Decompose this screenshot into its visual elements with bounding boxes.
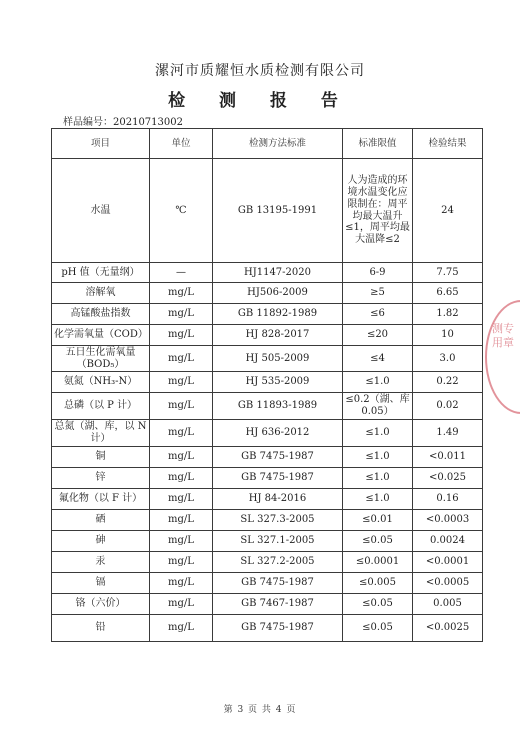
cell-method: GB 7475-1987: [213, 447, 343, 468]
cell-limit: ≤1.0: [343, 489, 413, 510]
cell-unit: mg/L: [150, 615, 213, 642]
cell-item: 氟化物（以 F 计）: [52, 489, 150, 510]
cell-item: 总磷（以 P 计）: [52, 393, 150, 420]
column-header-limit: 标准限值: [343, 129, 413, 159]
table-row: [52, 531, 483, 552]
cell-result: 0.02: [413, 393, 483, 420]
cell-limit: ≤6: [343, 304, 413, 325]
cell-limit: ≥5: [343, 283, 413, 304]
cell-unit: mg/L: [150, 346, 213, 372]
cell-method: GB 7475-1987: [213, 573, 343, 594]
cell-unit: mg/L: [150, 372, 213, 393]
cell-unit: mg/L: [150, 552, 213, 573]
table-row: [52, 346, 483, 372]
table-row: [52, 552, 483, 573]
table-row: [52, 372, 483, 393]
cell-limit: ≤1.0: [343, 447, 413, 468]
cell-limit: ≤0.005: [343, 573, 413, 594]
cell-unit: mg/L: [150, 489, 213, 510]
table-row: [52, 283, 483, 304]
cell-method: HJ 636-2012: [213, 420, 343, 447]
cell-result: 0.16: [413, 489, 483, 510]
cell-result: 0.22: [413, 372, 483, 393]
cell-method: HJ506-2009: [213, 283, 343, 304]
table-row: [52, 594, 483, 615]
cell-result: <0.0001: [413, 552, 483, 573]
cell-limit: ≤0.05: [343, 615, 413, 642]
cell-method: SL 327.3-2005: [213, 510, 343, 531]
cell-item: 硒: [52, 510, 150, 531]
cell-item: 铅: [52, 615, 150, 642]
cell-result: 6.65: [413, 283, 483, 304]
cell-item: 溶解氧: [52, 283, 150, 304]
cell-unit: mg/L: [150, 283, 213, 304]
cell-item: 高锰酸盐指数: [52, 304, 150, 325]
cell-item: 五日生化需氧量（BOD₅）: [52, 346, 150, 372]
cell-item: 水温: [52, 159, 150, 263]
table-row: [52, 489, 483, 510]
cell-limit: ≤0.0001: [343, 552, 413, 573]
cell-item: 化学需氧量（COD）: [52, 325, 150, 346]
cell-item: 氨氮（NH₃-N）: [52, 372, 150, 393]
cell-result: 24: [413, 159, 483, 263]
cell-item: 锌: [52, 468, 150, 489]
report-title: 检 测 报 告: [168, 91, 352, 111]
cell-unit: mg/L: [150, 573, 213, 594]
cell-unit: —: [150, 263, 213, 283]
table-row: [52, 510, 483, 531]
cell-result: <0.0025: [413, 615, 483, 642]
cell-method: SL 327.2-2005: [213, 552, 343, 573]
cell-result: 0.0024: [413, 531, 483, 552]
cell-result: 10: [413, 325, 483, 346]
cell-result: <0.025: [413, 468, 483, 489]
cell-unit: mg/L: [150, 468, 213, 489]
table-row: [52, 615, 483, 642]
results-table: [51, 128, 483, 642]
cell-result: 1.82: [413, 304, 483, 325]
cell-method: HJ 505-2009: [213, 346, 343, 372]
table-row: [52, 393, 483, 420]
sample-number: [63, 113, 183, 128]
cell-result: 7.75: [413, 263, 483, 283]
sample-number-label: 样品编号：: [63, 117, 113, 128]
cell-method: HJ 535-2009: [213, 372, 343, 393]
cell-unit: mg/L: [150, 447, 213, 468]
cell-limit: ≤0.01: [343, 510, 413, 531]
cell-result: <0.011: [413, 447, 483, 468]
table-row: [52, 325, 483, 346]
table-row: [52, 447, 483, 468]
table-row: [52, 573, 483, 594]
cell-result: 0.005: [413, 594, 483, 615]
cell-unit: mg/L: [150, 531, 213, 552]
cell-unit: ℃: [150, 159, 213, 263]
table-header-row: [52, 129, 483, 159]
cell-unit: mg/L: [150, 393, 213, 420]
table-row: [52, 420, 483, 447]
cell-limit: 人为造成的环境水温变化应限制在：周平均最大温升≤1，周平均最大温降≤2: [343, 159, 413, 263]
table-row: [52, 263, 483, 283]
cell-item: 铜: [52, 447, 150, 468]
cell-method: SL 327.1-2005: [213, 531, 343, 552]
cell-unit: mg/L: [150, 420, 213, 447]
cell-unit: mg/L: [150, 304, 213, 325]
cell-result: <0.0005: [413, 573, 483, 594]
cell-result: <0.0003: [413, 510, 483, 531]
cell-item: 镉: [52, 573, 150, 594]
cell-result: 1.49: [413, 420, 483, 447]
cell-item: 砷: [52, 531, 150, 552]
column-header-item: 项目: [52, 129, 150, 159]
cell-item: 总氮（湖、库，以 N 计）: [52, 420, 150, 447]
cell-method: GB 7475-1987: [213, 468, 343, 489]
table-row: [52, 304, 483, 325]
cell-unit: mg/L: [150, 594, 213, 615]
cell-method: GB 7467-1987: [213, 594, 343, 615]
cell-limit: ≤4: [343, 346, 413, 372]
cell-unit: mg/L: [150, 510, 213, 531]
cell-limit: ≤0.05: [343, 531, 413, 552]
cell-limit: ≤0.2（湖、库 0.05）: [343, 393, 413, 420]
column-header-result: 检验结果: [413, 129, 483, 159]
cell-item: 汞: [52, 552, 150, 573]
cell-limit: ≤1.0: [343, 372, 413, 393]
column-header-unit: 单位: [150, 129, 213, 159]
company-name: 漯河市质耀恒水质检测有限公司: [155, 63, 365, 79]
cell-method: HJ1147-2020: [213, 263, 343, 283]
cell-method: GB 7475-1987: [213, 615, 343, 642]
cell-result: 3.0: [413, 346, 483, 372]
sample-number-value: 20210713002: [113, 117, 183, 128]
cell-method: GB 11892-1989: [213, 304, 343, 325]
table-row: [52, 159, 483, 263]
cell-limit: ≤1.0: [343, 468, 413, 489]
page-number: 第 3 页 共 4 页: [223, 705, 297, 715]
column-header-method: 检测方法标准: [213, 129, 343, 159]
table-row: [52, 468, 483, 489]
cell-method: HJ 828-2017: [213, 325, 343, 346]
cell-item: 铬（六价）: [52, 594, 150, 615]
cell-unit: mg/L: [150, 325, 213, 346]
seal-stamp-text: 测专用章: [492, 322, 514, 349]
seal-stamp: [485, 300, 520, 414]
cell-method: HJ 84-2016: [213, 489, 343, 510]
cell-limit: 6-9: [343, 263, 413, 283]
cell-method: GB 13195-1991: [213, 159, 343, 263]
cell-item: pH 值（无量纲）: [52, 263, 150, 283]
cell-limit: ≤1.0: [343, 420, 413, 447]
cell-limit: ≤20: [343, 325, 413, 346]
cell-method: GB 11893-1989: [213, 393, 343, 420]
cell-limit: ≤0.05: [343, 594, 413, 615]
